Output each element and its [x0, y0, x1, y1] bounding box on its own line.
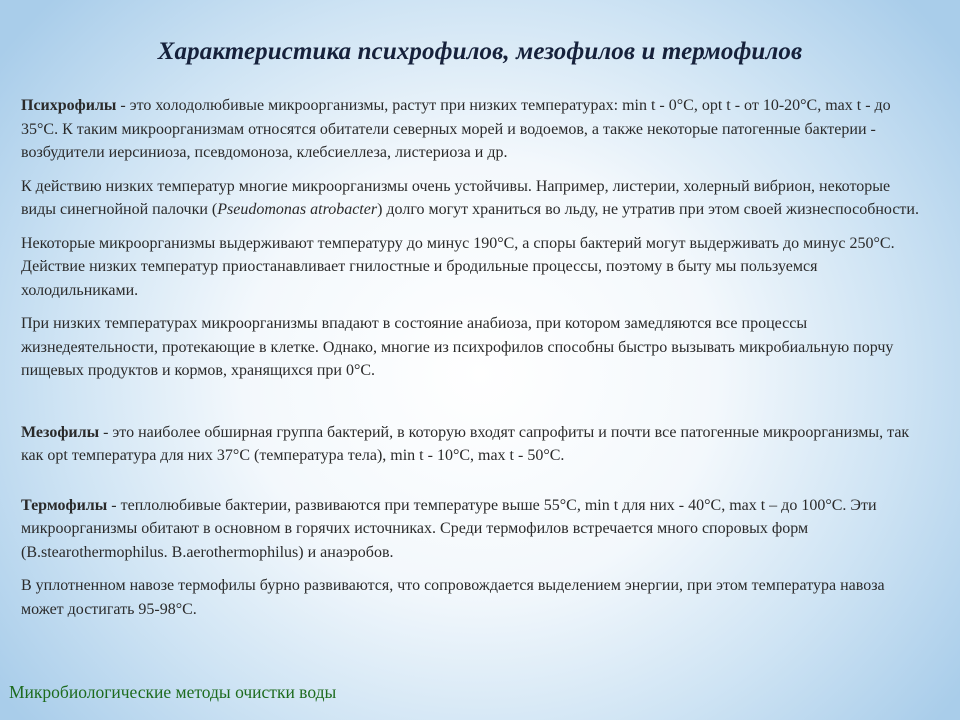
term-thermophiles: Термофилы	[21, 496, 108, 514]
slide-footer: Микробиологические методы очистки воды	[9, 682, 337, 702]
paragraph-text: - это наиболее обширная группа бактерий, в которую входят сапрофиты и почти все патогенные микроорганизмы, так как opt температура для них 37°С (температура тела), min t - 10°С, max t - 50°С.	[21, 423, 910, 464]
paragraph-text: К действию низких температур многие микроорганизмы очень устойчивы. Например, листерии, холерный вибрион, некоторые виды синегнойной палочки (	[21, 177, 891, 218]
slide-title: Характеристика психрофилов, мезофилов и термофилов	[157, 38, 803, 65]
paragraph-text: ) долго могут храниться во льду, не утратив при этом своей жизнеспособности.	[377, 201, 919, 218]
term-psychrophiles: Психрофилы	[21, 97, 117, 114]
paragraph-anabiosis: При низких температурах микроорганизмы впадают в состояние анабиоза, при котором замедляются все процессы жизнедеятельности, протекающие в клетке. Однако, многие из психрофилов способны быстро вызывать микробиальную порчу пищевых продуктов и кормов, хранящихся при 0°С.	[21, 315, 894, 379]
paragraph-manure: В уплотненном навозе термофилы бурно развиваются, что сопровождается выделением энергии, при этом температура навоза может достигать 95-98°С.	[21, 577, 885, 618]
paragraph-mesophiles	[21, 421, 926, 468]
paragraph-cold-resistance	[21, 175, 926, 222]
paragraph-thermophiles	[21, 494, 926, 565]
species-name: Pseudomonas atrobacter	[217, 201, 378, 218]
slide-content	[21, 94, 926, 631]
paragraph-low-temperature-limits: Некоторые микроорганизмы выдерживают температуру до минус 190°С, а споры бактерий могут выдерживать до минус 250°С. Действие низких температур приостанавливает гнилостные и бродильные процессы, поэтому в быту мы пользуемся холодильниками.	[21, 234, 895, 299]
paragraph-text: - теплолюбивые бактерии, развиваются при температуре выше 55°С, min t для них - 40°С, max t – до 100°С. Эти микроорганизмы обитают в основном в горячих источниках. Среди термофилов встречается много споровых форм (B.stearothermophilus. B.aerothermophilus) и анаэробов.	[21, 496, 877, 561]
term-mesophiles: Мезофилы	[21, 423, 100, 441]
paragraph-psychrophiles	[21, 94, 926, 165]
paragraph-text: - это холодолюбивые микроорганизмы, растут при низких температурах: min t - 0°С, opt t - от 10-20°С, max t - до 35°С. К таким микроорганизмам относятся обитатели северных морей и водоемов, а также некоторые патогенные бактерии - возбудители иерсиниоза, псевдомоноза, клебсиеллеза, листериоза и др.	[21, 97, 891, 161]
